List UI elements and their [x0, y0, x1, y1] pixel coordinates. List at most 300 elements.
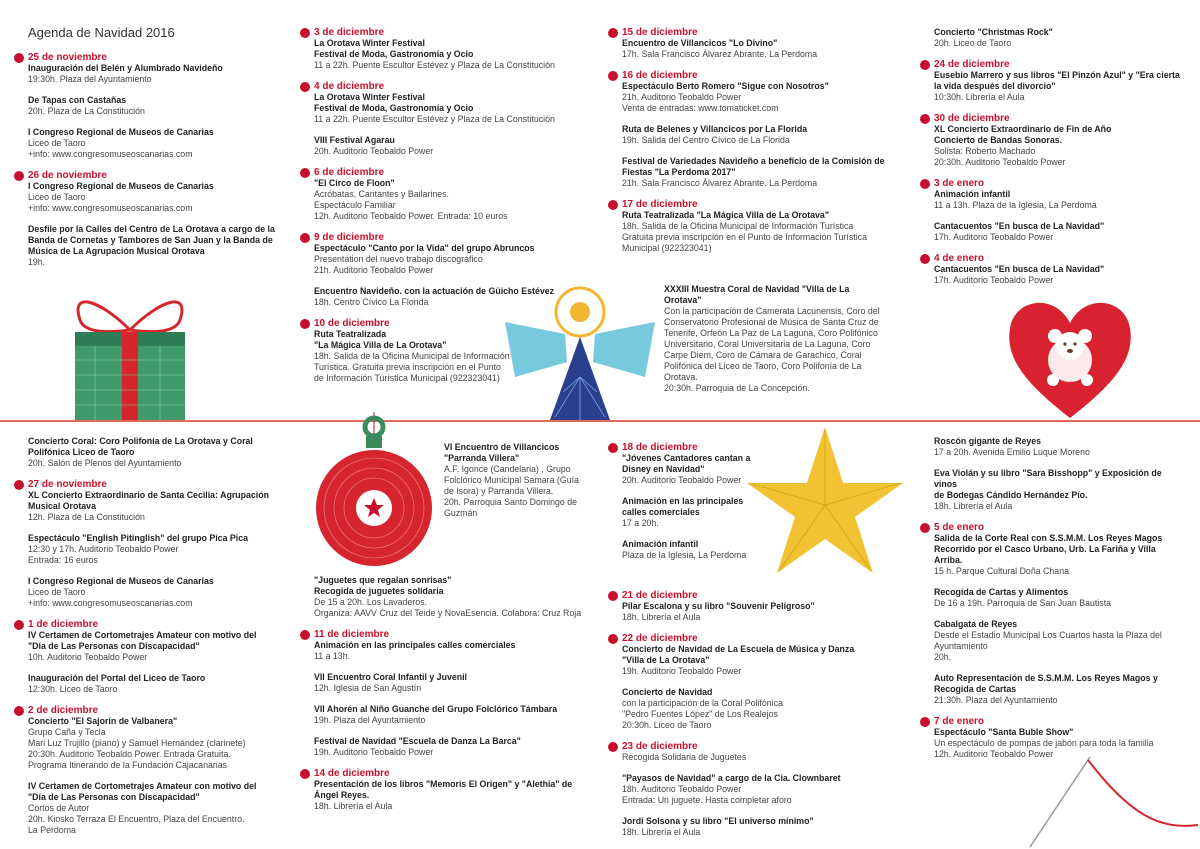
- event-title: Concierto "El Sajorín de Valbanera": [28, 716, 178, 726]
- event-entry: [28, 224, 278, 268]
- event-detail: 21h. Auditorio Teobaldo Power: [314, 265, 434, 275]
- event-detail: 20h. Auditorio Teobaldo Power: [314, 146, 434, 156]
- event-detail: Plaza de la Iglesia, La Perdoma: [622, 550, 747, 560]
- event-entry: [622, 70, 892, 114]
- event-detail: +info: www.congresomuseoscanarias.com: [28, 149, 193, 159]
- event-title: I Congreso Regional de Museos de Canarias: [28, 181, 214, 191]
- event-title: VIII Festival Agarau: [314, 135, 395, 145]
- event-date-row: [622, 741, 892, 752]
- event-date-row: [622, 199, 892, 210]
- event-entry: [28, 479, 283, 523]
- star-icon: [745, 425, 905, 575]
- event-entry: [934, 619, 1184, 663]
- event-title: "Payasos de Navidad" a cargo de la Cia. Clownbaret: [622, 773, 841, 783]
- event-entry: [934, 221, 1184, 243]
- event-date-row: [934, 253, 1184, 264]
- event-date-row: [28, 619, 283, 630]
- event-date: 16 de diciembre: [622, 70, 698, 81]
- event-detail: 17h. Sala Francisco Álvarez Abrante. La Perdoma: [622, 49, 818, 59]
- event-date: 3 de enero: [934, 178, 985, 189]
- event-detail: 20h.: [934, 652, 952, 662]
- event-date: 27 de noviembre: [28, 479, 107, 490]
- event-entry: [314, 575, 589, 619]
- event-detail: 18h. Librería el Aula: [622, 827, 701, 837]
- event-entry: [314, 768, 589, 812]
- event-title: Encuentro de Villancicos "Lo Divino": [622, 38, 778, 48]
- event-date: 18 de diciembre: [622, 442, 698, 453]
- event-detail: 19h.: [28, 257, 46, 267]
- event-title: Pilar Escalona y su libro "Souvenir Peligroso": [622, 601, 815, 611]
- date-bullet-icon: [608, 634, 618, 644]
- event-detail: Solista: Roberto Machado: [934, 146, 1036, 156]
- event-title: Encuentro Navideño. con la actuación de Güicho Estévez: [314, 286, 555, 296]
- event-title: Salida de la Corte Real con S.S.M.M. Los Reyes Magos: [934, 533, 1163, 543]
- date-bullet-icon: [300, 630, 310, 640]
- event-entry: [314, 629, 589, 662]
- event-entry: [622, 633, 892, 677]
- event-title: Roscón gigante de Reyes: [934, 436, 1042, 446]
- event-detail: Liceo de Taoro: [28, 138, 86, 148]
- event-detail: Gratuita previa inscripción en el Punto de Información Turística: [622, 232, 867, 242]
- event-entry: [28, 619, 283, 663]
- event-date-row: [314, 232, 574, 243]
- event-detail: A.F. Igonce (Candelaria) , Grupo: [444, 464, 571, 474]
- date-bullet-icon: [300, 82, 310, 92]
- event-detail: 20:30h. Auditorio Teobaldo Power: [934, 157, 1066, 167]
- event-entry: [622, 687, 892, 731]
- event-detail: 20h. Plaza de La Constitución: [28, 106, 145, 116]
- event-detail: 18h. Salida de la Oficina Municipal de Información: [314, 351, 510, 361]
- event-date-row: [622, 633, 892, 644]
- event-detail: 21h. Sala Francisco Álvarez Abrante. La Perdoma: [622, 178, 818, 188]
- event-entry: [314, 27, 574, 71]
- event-entry: [622, 773, 892, 806]
- event-detail: 12h. Iglesia de San Agustín: [314, 683, 422, 693]
- event-date-row: [28, 52, 278, 63]
- event-title: Concierto "Christmas Rock": [934, 27, 1053, 37]
- event-title: IV Certamen de Cortometrajes Amateur con motivo del: [28, 630, 257, 640]
- event-detail: Espectáculo Familiar: [314, 200, 396, 210]
- event-date: 4 de enero: [934, 253, 985, 264]
- event-date: 14 de diciembre: [314, 768, 390, 779]
- event-detail: 15 h. Parque Cultural Doña Chana: [934, 566, 1069, 576]
- date-bullet-icon: [920, 60, 930, 70]
- event-detail: Conservatorio Profesional de Música de Santa Cruz de: [664, 317, 879, 327]
- column-4: [934, 27, 1184, 296]
- event-entry: [28, 673, 283, 695]
- event-title: Festival de Navidad "Escuela de Danza La Barca": [314, 736, 521, 746]
- event-title: Ruta de Belenes y Villancicos por La Florida: [622, 124, 808, 134]
- event-entry: [28, 52, 278, 85]
- event-title: Presentación de los libros "Memoris El Origen" y "Alethia" de: [314, 779, 573, 789]
- event-detail: 20:30h. Parroquia de La Concepción.: [664, 383, 810, 393]
- event-date-row: [314, 27, 574, 38]
- event-title: "Villa de La Orotava": [622, 655, 710, 665]
- event-title: Inauguración del Belén y Alumbrado Navideño: [28, 63, 223, 73]
- event-detail: Cortos de Autor: [28, 803, 90, 813]
- needle-icon: [1010, 755, 1200, 849]
- event-title: Animación infantil: [622, 539, 699, 549]
- event-detail: 20h. Parroquia Santo Domingo de: [444, 497, 578, 507]
- event-detail: Un espectáculo de pompas de jabón para toda la familia: [934, 738, 1154, 748]
- event-title: Cabalgata de Reyes: [934, 619, 1018, 629]
- event-detail: Acróbatas, Cantantes y Bailarines.: [314, 189, 449, 199]
- event-title: Ángel Reyes.: [314, 790, 370, 800]
- column-5: [28, 436, 283, 846]
- event-title: Recogida de Cartas: [934, 684, 1017, 694]
- date-bullet-icon: [608, 591, 618, 601]
- event-entry: [622, 741, 892, 763]
- event-title: Inauguración del Portal del Liceo de Taoro: [28, 673, 206, 683]
- event-date: 30 de diciembre: [934, 113, 1010, 124]
- date-bullet-icon: [920, 114, 930, 124]
- event-detail: Orotava.: [664, 372, 698, 382]
- event-date-row: [622, 27, 892, 38]
- event-detail: De 15 a 20h. Los Lavaderos.: [314, 597, 427, 607]
- event-date: 25 de noviembre: [28, 52, 107, 63]
- event-date: 11 de diciembre: [314, 629, 390, 640]
- event-date: 26 de noviembre: [28, 170, 107, 181]
- event-date-row: [314, 81, 574, 92]
- event-detail: 19h. Auditorio Teobaldo Power: [622, 666, 742, 676]
- date-bullet-icon: [608, 443, 618, 453]
- event-title: Eva Violán y su libro "Sara Bisshopp" y Exposición de vinos: [934, 468, 1162, 489]
- event-title: "La Mágica Villa de La Orotava": [314, 340, 447, 350]
- date-bullet-icon: [608, 742, 618, 752]
- event-detail: 12h. Plaza de La Constitución: [28, 512, 145, 522]
- event-title: Festival de Variedades Navideño a beneficio de la Comisión de: [622, 156, 885, 166]
- event-date: 10 de diciembre: [314, 318, 390, 329]
- event-title: De Tapas con Castañas: [28, 95, 127, 105]
- event-detail: Entrada: Un juguete. Hasta completar aforo: [622, 795, 792, 805]
- event-detail: Turística. Gratuita previa inscripción en el Punto: [314, 362, 501, 372]
- column-1: [28, 52, 278, 278]
- event-date: 3 de diciembre: [314, 27, 385, 38]
- event-title: I Congreso Regional de Museos de Canarias: [28, 127, 214, 137]
- event-detail: 12h. Auditorio Teobaldo Power: [934, 749, 1054, 759]
- event-detail: 12h. Auditorio Teobaldo Power. Entrada: 10 euros: [314, 211, 508, 221]
- event-detail: Entrada: 16 euros: [28, 555, 98, 565]
- event-detail: Carpe Diem, Coro de Cámara de Garachico, Coral: [664, 350, 862, 360]
- column-8: [934, 436, 1184, 770]
- event-detail: Liceo de Taoro: [28, 587, 86, 597]
- event-entry: [28, 781, 283, 836]
- event-entry: [28, 436, 283, 469]
- event-title: Disney en Navidad": [622, 464, 705, 474]
- event-title: Concierto de Bandas Sonoras.: [934, 135, 1063, 145]
- event-title: Polifónica Liceo de Taoro: [28, 447, 135, 457]
- event-date: 22 de diciembre: [622, 633, 698, 644]
- event-detail: +info: www.congresomuseoscanarias.com: [28, 203, 193, 213]
- event-title: Concierto Coral: Coro Polifonía de La Orotava y Coral: [28, 436, 253, 446]
- event-title: Musical Orotava: [28, 501, 96, 511]
- event-detail: Grupo Caña y Tecla: [28, 727, 106, 737]
- event-title: Recogida de juguetes solidaria: [314, 586, 444, 596]
- event-title: "Parranda Villera": [444, 453, 520, 463]
- event-entry: [314, 167, 574, 222]
- event-title: "Día de Las Personas con Discapacidad": [28, 641, 200, 651]
- event-entry: [622, 124, 892, 146]
- event-detail: Presentation del nuevo trabajo discográfico: [314, 254, 483, 264]
- event-title: Ruta Teatralizada "La Mágica Villa de La Orotava": [622, 210, 829, 220]
- event-entry: [934, 27, 1184, 49]
- date-bullet-icon: [920, 717, 930, 727]
- event-detail: 19h. Salida del Centro Cívico de La Florida: [622, 135, 790, 145]
- event-detail: de Isora) y Parranda Villera.: [444, 486, 554, 496]
- event-entry: [444, 442, 584, 519]
- event-detail: 19:30h. Plaza del Ayuntamiento: [28, 74, 152, 84]
- date-bullet-icon: [608, 200, 618, 210]
- event-entry: [28, 533, 283, 566]
- event-detail: 11 a 13h.: [314, 651, 351, 661]
- event-detail: 19h. Auditorio Teobaldo Power: [314, 747, 434, 757]
- event-date-row: [314, 768, 589, 779]
- event-detail: 21h. Auditorio Teobaldo Power: [622, 92, 742, 102]
- date-bullet-icon: [920, 523, 930, 533]
- date-bullet-icon: [300, 168, 310, 178]
- event-title: Concierto de Navidad: [622, 687, 713, 697]
- event-title: Jordi Solsona y su libro "El universo mínimo": [622, 816, 814, 826]
- event-entry: [934, 673, 1184, 706]
- event-title: Fiestas "La Perdoma 2017": [622, 167, 736, 177]
- gift-icon: [60, 280, 200, 422]
- event-date: 6 de diciembre: [314, 167, 385, 178]
- date-bullet-icon: [14, 706, 24, 716]
- event-title: Cantacuentos "En busca de La Navidad": [934, 264, 1105, 274]
- event-title: Banda de Cornetas y Tambores de San Juan y la Banda de: [28, 235, 273, 245]
- event-entry: [314, 135, 574, 157]
- event-title: "Juguetes que regalan sonrisas": [314, 575, 452, 585]
- event-date-row: [28, 705, 283, 716]
- event-detail: Programa Itinerando de la Fundación Cajacanarias: [28, 760, 228, 770]
- angel-icon: [505, 282, 655, 422]
- event-detail: 20:30h. Liceo de Taoro: [622, 720, 712, 730]
- event-date: 17 de diciembre: [622, 199, 698, 210]
- event-title: VII Ahorén al Niño Guanche del Grupo Folclórico Támbara: [314, 704, 558, 714]
- event-title: IV Certamen de Cortometrajes Amateur con motivo del: [28, 781, 257, 791]
- event-entry: [28, 705, 283, 771]
- event-detail: 20h. Auditorio Teobaldo Power: [622, 475, 742, 485]
- event-detail: +info: www.congresomuseoscanarias.com: [28, 598, 193, 608]
- event-detail: Universitario, Coral Universitaria de La Laguna, Coro: [664, 339, 871, 349]
- event-detail: 20:30h. Auditorio Teobaldo Power. Entrada Gratuita.: [28, 749, 231, 759]
- event-detail: Desde el Estadio Municipal Los Cuartos hasta la Plaza del: [934, 630, 1162, 640]
- page-title: Agenda de Navidad 2016: [28, 25, 175, 40]
- date-bullet-icon: [14, 171, 24, 181]
- event-detail: La Perdoma: [28, 825, 76, 835]
- event-detail: Guzmán: [444, 508, 478, 518]
- event-title: XXXIII Muestra Coral de Navidad "Villa de La Orotava": [664, 284, 850, 305]
- event-entry: [934, 522, 1184, 577]
- event-detail: 20h. Kiosko Terraza El Encuentro, Plaza del Encuentro.: [28, 814, 245, 824]
- date-bullet-icon: [608, 71, 618, 81]
- event-detail: De 16 a 19h. Parroquia de San Juan Bautista: [934, 598, 1112, 608]
- event-date: 15 de diciembre: [622, 27, 698, 38]
- event-title: la vida después del divorcio": [934, 81, 1056, 91]
- event-entry: [622, 156, 892, 189]
- event-date-row: [622, 70, 892, 81]
- date-bullet-icon: [14, 480, 24, 490]
- event-date: 2 de diciembre: [28, 705, 99, 716]
- event-entry: [934, 436, 1184, 458]
- event-detail: 10:30h. Librería el Aula: [934, 92, 1025, 102]
- event-title: Eusebio Marrero y sus libros "El Pinzón Azul" y "Era cierta: [934, 70, 1180, 80]
- event-detail: 18h. Auditorio Teobaldo Power: [622, 784, 742, 794]
- event-detail: Recogida Solidaria de Juguetes: [622, 752, 747, 762]
- date-bullet-icon: [14, 620, 24, 630]
- column-6: [314, 575, 589, 822]
- event-title: La Orotava Winter Festival: [314, 38, 425, 48]
- event-detail: Con la participación de Camerata Lacunensis, Coro del: [664, 306, 880, 316]
- event-date: 23 de diciembre: [622, 741, 698, 752]
- event-title: Concierto de Navidad de La Escuela de Música y Danza: [622, 644, 855, 654]
- event-entry: [28, 576, 283, 609]
- event-entry: [622, 816, 892, 838]
- event-detail: Liceo de Taoro: [28, 192, 86, 202]
- event-detail: 17h. Auditorio Teobaldo Power: [934, 232, 1054, 242]
- event-detail: 20h. Salón de Plenos del Ayuntamiento: [28, 458, 182, 468]
- heart-teddy-icon: [1005, 288, 1135, 420]
- event-date-row: [314, 167, 574, 178]
- event-title: "Jóvenes Cantadores cantan a: [622, 453, 751, 463]
- event-title: Arriba.: [934, 555, 963, 565]
- event-detail: Organiza: AAVV Cruz del Teide y NovaEsencia. Colabora: Cruz Roja: [314, 608, 582, 618]
- event-detail: 21:30h. Plaza del Ayuntamiento: [934, 695, 1058, 705]
- event-detail: 19h. Plaza del Ayuntamiento: [314, 715, 426, 725]
- event-title: XL Concierto Extraordinario de Santa Cecilia: Agrupación: [28, 490, 269, 500]
- date-bullet-icon: [920, 179, 930, 189]
- event-entry: [934, 587, 1184, 609]
- event-title: Espectáculo Berto Romero "Sigue con Nosotros": [622, 81, 829, 91]
- event-date-row: [934, 59, 1184, 70]
- event-detail: 18h. Centro Cívico La Florida: [314, 297, 429, 307]
- event-entry: [934, 178, 1184, 211]
- event-entry: [934, 716, 1184, 760]
- event-entry: [314, 232, 574, 276]
- event-title: VII Encuentro Coral Infantil y Juvenil: [314, 672, 467, 682]
- event-date: 5 de enero: [934, 522, 985, 533]
- event-entry: [934, 113, 1184, 168]
- event-entry: [28, 170, 278, 214]
- event-detail: 17 a 20h.: [622, 518, 659, 528]
- column-3b: [664, 284, 889, 404]
- date-bullet-icon: [300, 769, 310, 779]
- event-title: VI Encuentro de Villancicos: [444, 442, 560, 452]
- event-title: I Congreso Regional de Museos de Canarias: [28, 576, 214, 586]
- event-detail: 11 a 22h. Puente Escultor Estévez y Plaza de La Constitución: [314, 114, 555, 124]
- event-entry: [314, 704, 589, 726]
- event-detail: 18h. Librería el Aula: [314, 801, 393, 811]
- event-entry: [622, 27, 892, 60]
- event-date: 24 de diciembre: [934, 59, 1010, 70]
- event-detail: Mari Luz Trujillo (piano) y Samuel Hernández (clarinete): [28, 738, 246, 748]
- event-date-row: [934, 113, 1184, 124]
- event-entry: [314, 672, 589, 694]
- event-date-row: [934, 178, 1184, 189]
- event-title: Animación infantil: [934, 189, 1011, 199]
- event-title: Festival de Moda, Gastronomía y Ocio: [314, 49, 474, 59]
- date-bullet-icon: [300, 319, 310, 329]
- event-entry: [314, 736, 589, 758]
- event-detail: Venta de entradas: www.tomaticket.com: [622, 103, 779, 113]
- event-title: Festival de Moda, Gastronomía y Ocio: [314, 103, 474, 113]
- event-date: 1 de diciembre: [28, 619, 99, 630]
- column-6a: [444, 442, 584, 529]
- event-title: Espectáculo "Santa Buble Show": [934, 727, 1074, 737]
- event-date: 7 de enero: [934, 716, 985, 727]
- event-title: calles comerciales: [622, 507, 700, 517]
- event-detail: 11 a 22h. Puente Escultor Estévez y Plaza de La Constitución: [314, 60, 555, 70]
- event-title: XL Concierto Extraordinario de Fin de Año: [934, 124, 1112, 134]
- event-detail: 20h. Liceo de Taoro: [934, 38, 1012, 48]
- event-title: Recorrido por el Casco Urbano, Urb. La Fariña y Villa: [934, 544, 1156, 554]
- column-7: [622, 590, 892, 848]
- event-detail: 12:30h. Liceo de Taoro: [28, 684, 118, 694]
- event-title: Animación en las principales: [622, 496, 744, 506]
- event-detail: 17h. Auditorio Teobaldo Power: [934, 275, 1054, 285]
- event-detail: 18h. Librería el Aula: [934, 501, 1013, 511]
- event-entry: [934, 253, 1184, 286]
- event-date: 4 de diciembre: [314, 81, 385, 92]
- event-detail: "Pedro Fuentes López" de Los Realejos: [622, 709, 778, 719]
- date-bullet-icon: [920, 254, 930, 264]
- event-title: Auto Representación de S.S.M.M. Los Reyes Magos y: [934, 673, 1158, 683]
- event-date-row: [314, 629, 589, 640]
- event-title: Cantacuentos "En busca de La Navidad": [934, 221, 1105, 231]
- event-detail: de Información Turística Municipal (922323041): [314, 373, 500, 383]
- event-title: Desfile por la Calles del Centro de La Orotava a cargo de la: [28, 224, 275, 234]
- event-detail: con la participación de la Coral Polifónica: [622, 698, 783, 708]
- event-detail: Folclórico Municipal Samara (Guía: [444, 475, 579, 485]
- event-entry: [28, 95, 278, 117]
- event-date-row: [622, 590, 892, 601]
- event-detail: 11 a 13h. Plaza de la Iglesia, La Perdoma: [934, 200, 1097, 210]
- event-title: Espectáculo "English Pitinglish" del grupo Pica Pica: [28, 533, 249, 543]
- event-title: Música de La Agrupación Musical Orotava: [28, 246, 205, 256]
- event-date: 21 de diciembre: [622, 590, 698, 601]
- event-detail: 12:30 y 17h. Auditorio Teobaldo Power: [28, 544, 179, 554]
- event-title: "El Circo de Floon": [314, 178, 395, 188]
- date-bullet-icon: [300, 233, 310, 243]
- event-entry: [28, 127, 278, 160]
- event-date-row: [934, 716, 1184, 727]
- event-detail: 18h. Salida de la Oficina Municipal de Información Turística: [622, 221, 854, 231]
- date-bullet-icon: [608, 28, 618, 38]
- event-entry: [934, 468, 1184, 512]
- event-entry: [934, 59, 1184, 103]
- event-detail: Tenerife, Orfeón La Paz de La Laguna, Coro Polifónico: [664, 328, 878, 338]
- event-date-row: [28, 479, 283, 490]
- event-title: Ruta Teatralizada: [314, 329, 387, 339]
- event-entry: [314, 81, 574, 125]
- date-bullet-icon: [14, 53, 24, 63]
- event-date: 9 de diciembre: [314, 232, 385, 243]
- event-title: La Orotava Winter Festival: [314, 92, 425, 102]
- event-title: de Bodegas Cándido Hernández Pío.: [934, 490, 1088, 500]
- event-entry: [622, 199, 892, 254]
- ornament-icon: [312, 412, 436, 572]
- event-date-row: [934, 522, 1184, 533]
- column-3: [622, 27, 892, 264]
- event-detail: Polifónica del Liceo de Taoro, Coro Polifonía de La: [664, 361, 862, 371]
- event-detail: Ayuntamiento: [934, 641, 988, 651]
- event-title: Recogida de Cartas y Alimentos: [934, 587, 1069, 597]
- event-title: "Día de Las Personas con Discapacidad": [28, 792, 200, 802]
- event-detail: 10h. Auditorio Teobaldo Power: [28, 652, 148, 662]
- event-date-row: [28, 170, 278, 181]
- event-entry: [664, 284, 889, 394]
- event-title: Animación en las principales calles comerciales: [314, 640, 516, 650]
